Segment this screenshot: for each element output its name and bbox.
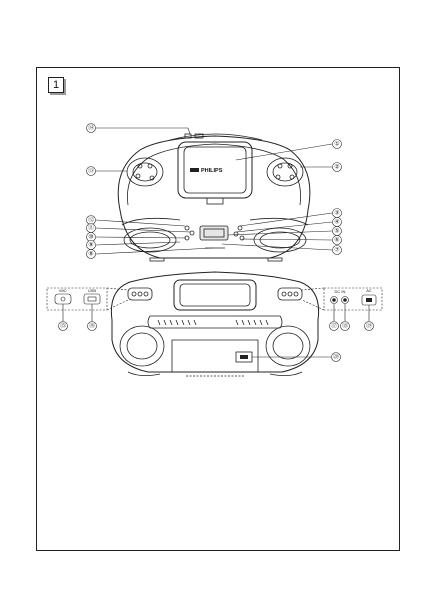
callout-20: ⑳ (332, 354, 340, 361)
rear-callouts (59, 322, 374, 362)
rear-detail-panels (47, 288, 382, 310)
brand-text: PHILIPS (201, 168, 223, 174)
callout-18: ⑱ (341, 323, 349, 330)
callout-8: ⑧ (88, 251, 94, 258)
rear-view (111, 272, 318, 376)
callout-19: ⑲ (365, 323, 373, 330)
callout-4: ④ (334, 219, 340, 226)
callout-13: ⑬ (87, 168, 95, 175)
callout-14: ⑭ (87, 125, 95, 132)
callout-3: ③ (334, 210, 340, 217)
callout-17: ⑰ (330, 323, 338, 330)
callout-7: ⑦ (334, 247, 340, 254)
callout-1: ① (334, 141, 340, 148)
usb-label: USB (87, 288, 97, 293)
callout-6: ⑥ (334, 237, 340, 244)
dc-in-label: DC IN (334, 289, 346, 294)
callout-11: ⑪ (87, 225, 95, 232)
callout-5: ⑤ (334, 228, 340, 235)
callout-2: ② (334, 164, 340, 171)
rear-leader-lines (63, 304, 369, 357)
section-number-badge: 1 (48, 77, 64, 93)
callout-10: ⑩ (88, 234, 94, 241)
callout-9: ⑨ (88, 242, 94, 249)
mic-label: MIC (59, 288, 67, 293)
front-view (118, 134, 310, 261)
ac-label: AC (366, 288, 372, 293)
callout-15: ⑮ (59, 323, 67, 330)
callout-12: ⑫ (87, 217, 95, 224)
callout-16: ⑯ (88, 323, 96, 330)
